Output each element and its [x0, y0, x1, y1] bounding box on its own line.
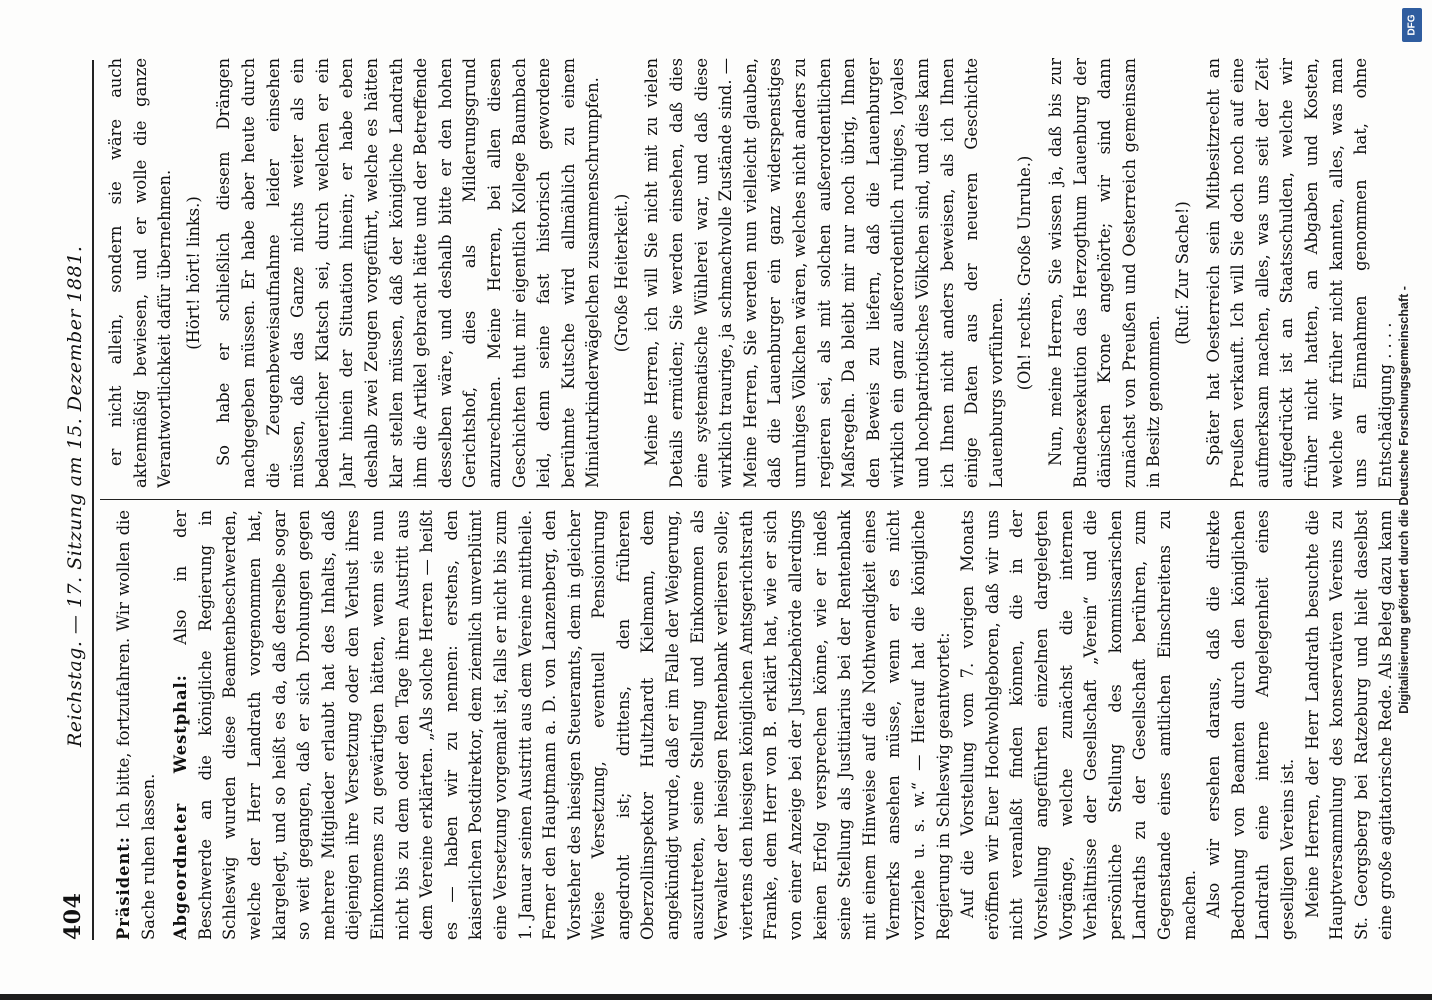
- column-divider: [100, 499, 1402, 500]
- speech-text: Auf die Vorstellung vom 7. vorigen Monats eröffnen wir Euer Hochwohlgeboren, daß wir uns nicht veranlaßt finden können, die in der Vorstellung angeführten einzelnen dargelegten Vorgänge, welche zunächst die internen Verhältnisse der Gesellschaft „Verein“ und die persönliche Stellung des kommissarischen Landraths zu der Gesellschaft berühren, zum Gegenstande eines amtlichen Einschreitens zu machen.: [958, 510, 1199, 940]
- speech-text: Später hat Oesterreich sein Mitbesitzrecht an Preußen verkauft. Ich will Sie doch noch auf eine aufmerksam machen, alles, was uns seit der Zeit aufgedrückt ist an Staatsschulden, welche wir früher nicht hatten, an Abgaben und Kosten, welche wir früher nicht kannten, alles, was man uns an Einnahmen genommen hat, ohne Entschädigung . . . .: [1203, 58, 1395, 488]
- speech-text: Ich bitte, fortzufahren. Wir wollen die Sache ruhen lassen.: [114, 510, 158, 940]
- interjection: (Große Heiterkeit.): [611, 193, 631, 353]
- speech-paragraph: [1044, 58, 1167, 488]
- interjection: (Ruf: Zur Sache!): [1172, 201, 1192, 345]
- session-title: Reichstag. — 17. Sitzung am 15. Dezember 1881.: [64, 245, 86, 748]
- speaker-name: Abgeordneter Westphal:: [171, 644, 191, 940]
- speech-text: So habe er schließlich diesem Drängen nachgegeben müssen. Er habe aber heute durch die Zeugenbeweisaufnahme leider einsehen müssen, daß das Ganze nichts weiter als ein bedauerlicher Klatsch sei, durch welchen er ein Jahr hinein der Situation hinein; er habe eben deshalb zwei Zeugen vorgeführt, welche es hätten klar stellen müssen, daß der königliche Landrath ihm die Artikel gebracht hätte und der Betreffende desselben wäre, und deshalb bitte er den hohen Gerichtshof, dies als Milderungsgrund anzurechnen. Meine Herren, bei allen diesen Geschichten thut mir eigentlich Kollege Baumbach leid, denn seine fast historisch gewordene berühmte Kutsche wird allmählich zu einem Miniaturkinderwägelchen zusammenschrumpfen.: [214, 58, 603, 488]
- speech-paragraph: [640, 58, 1009, 488]
- speech-text: Nun, meine Herren, Sie wissen ja, daß bis zur Bundesexekution das Herzogthum Lauenburg der dänischen Krone angehörte; wir sind dann zunächst von Preußen und Oesterreich gemeinsam in Besitz genommen.: [1045, 58, 1164, 488]
- speech-paragraph: [1301, 510, 1403, 940]
- page-header: [48, 60, 86, 940]
- dfg-logo-text: DFG: [1406, 14, 1418, 36]
- speech-paragraph: [104, 58, 178, 488]
- right-column: [104, 58, 1402, 488]
- scan-edge: [0, 994, 1432, 1000]
- speech-text: Meine Herren, ich will Sie nicht mit zu vielen Details ermüden; Sie werden einsehen, daß dies eine systematische Wühlerei war, und daß diese wirklich traurige, ja schmachvolle Zustände sind. — Meine Herren, Sie werden nun vielleicht glauben, daß die Lauenburger ein ganz widerspenstiges unruhiges Völkchen wären, welches nicht anders zu regieren sei, als mit solchen außerordentlichen Maßregeln. Da bleibt mir nur noch übrig, Ihnen den Beweis zu liefern, daß die Lauenburger wirklich ein ganz außerordentlich ruhiges, loyales und hochpatriotisches Völkchen sind, und dies kann ich Ihnen nicht anders beweisen, als ich Ihnen einige Daten aus der neueren Geschichte Lauenburgs vorführen.: [642, 58, 1006, 488]
- speaker-name: Präsident:: [114, 828, 133, 940]
- digitization-text: Digitalisierung gefördert durch die Deutsche Forschungsgemeinschaft -: [1397, 286, 1411, 714]
- speech-text: Also in der Beschwerde an die königliche Regierung in Schleswig wurden diese Beamtenbeschwerden, welche der Herr Landrath vorgenommen hat, klargelegt, und so heißt es da, daß derselbe sogar so weit gegangen, daß er sich Drohungen gegen mehrere Mitglieder erlaubt hat des Inhalts, daß diejenigen ihre Versetzung oder den Verlust ihres Einkommens zu gewärtigen hätten, wenn sie nun nicht bis zu dem oder den Tage ihren Austritt aus dem Vereine erklärten. „Als solche Herren — heißt es — haben wir zu nennen: erstens, den kaiserlichen Postdirektor, dem ziemlich unverblümt eine Versetzung vorgemalt ist, falls er nicht bis zum 1. Januar seinen Austritt aus dem Vereine mittheile. Ferner den Hauptmann a. D. von Lanzenberg, den Vorsteher des hiesigen Steueramts, dem in gleicher Weise Versetzung, eventuell Pensionirung angedroht ist; drittens, den früheren Oberzollinspektor Hultzhardt Kielmann, dem angekündigt wurde, daß er im Falle der Weigerung, auszutreten, seine Stellung und Einkommen als Verwalter der hiesigen Rentenbank verlieren solle; viertens den hiesigen königlichen Amtsgerichtsrath Franke, dem Herr von B. erklärt hat, wie er sich von einer Anzeige bei der Justizbehörde allerdings keinen Erfolg versprechen könne, wie er indeß seine Stellung als Justitiarius bei der Rentenbank mit einem Hinweise auf die Nothwendigkeit eines Vermerks ansehen müsse, wenn er es nicht vorziehe u. s. w.“ — Hierauf hat die königliche Regierung in Schleswig geantwortet:: [171, 510, 953, 940]
- dfg-logo: [1402, 8, 1422, 42]
- speech-paragraph: [169, 510, 956, 940]
- page-number: 404: [60, 892, 86, 940]
- speech-text: er nicht allein, sondern sie wäre auch aktenmäßig bewiesen, und er wolle die ganze Verantwortlichkeit dafür übernehmen.: [106, 58, 175, 488]
- speech-paragraph: [1202, 58, 1399, 488]
- interjection: (Hört! hört! links.): [183, 196, 203, 350]
- speech-paragraph: [212, 58, 606, 488]
- interjection: (Oh! rechts. Große Unruhe.): [1015, 155, 1035, 391]
- left-column: [104, 510, 1402, 940]
- speech-paragraph: [1202, 510, 1300, 940]
- speech-text: Also wir ersehen daraus, daß die direkte Bedrohung von Beamten durch den königlichen Landrath eine interne Angelegenheit eines geselligen Vereins ist.: [1204, 510, 1297, 940]
- digitization-note: [1390, 10, 1418, 990]
- header-rule: [92, 60, 94, 940]
- speech-paragraph: [112, 510, 161, 940]
- speech-text: Meine Herren, der Herr Landrath besuchte die Hauptversammlung des konservativen Vereins zu St. Georgsberg bei Ratzeburg und hielt daselbst eine große agitatorische Rede. Als Beleg dazu kann: [1302, 510, 1396, 940]
- speech-paragraph: [956, 510, 1202, 940]
